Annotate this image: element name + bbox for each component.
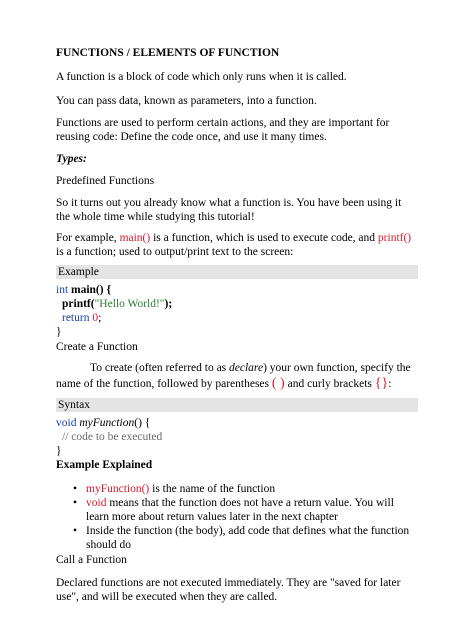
inline-code: void bbox=[86, 497, 107, 509]
text: To create (often referred to as bbox=[90, 362, 230, 374]
text: and curly brackets bbox=[284, 378, 375, 390]
code-text: ; bbox=[98, 312, 102, 324]
syntax-code-block bbox=[56, 416, 418, 458]
code-line bbox=[56, 297, 418, 311]
inline-code-main: main() bbox=[119, 232, 151, 244]
code-text: } bbox=[56, 326, 62, 338]
list-item bbox=[56, 524, 418, 552]
paragraph-purpose: Functions are used to perform certain actions, and they are important for reusing code: Define the code once, and use it many times. bbox=[56, 117, 390, 143]
text: means that the function does not have a return value. You will learn more about return values later in the next chapter bbox=[86, 497, 394, 523]
code-line bbox=[56, 444, 418, 458]
text: For example, bbox=[56, 232, 120, 244]
predefined-heading: Predefined Functions bbox=[56, 175, 155, 187]
code-keyword: return bbox=[62, 312, 90, 324]
code-string: "Hello World!" bbox=[94, 298, 165, 310]
example-label-bar bbox=[56, 265, 418, 279]
paragraph-intro: A function is a block of code which only runs when it is called. bbox=[56, 71, 347, 83]
code-function: myFunction bbox=[79, 417, 135, 429]
paragraph-parameters: You can pass data, known as parameters, into a function. bbox=[56, 95, 317, 107]
types-heading: Types: bbox=[56, 153, 87, 165]
code-text: ); bbox=[164, 298, 173, 310]
inline-code: myFunction() bbox=[86, 483, 150, 495]
create-heading: Create a Function bbox=[56, 341, 138, 353]
code-keyword: int bbox=[56, 284, 69, 296]
curly-brackets-symbol: {} bbox=[374, 376, 389, 391]
text: is a function; used to output/print text to the screen: bbox=[56, 246, 294, 258]
paragraph-already-know: So it turns out you already know what a function is. You have been using it the whole time while studying this tutorial! bbox=[56, 197, 402, 223]
explained-heading: Example Explained bbox=[56, 459, 153, 471]
code-text: () { bbox=[134, 417, 151, 429]
code-text: main() { bbox=[68, 284, 112, 296]
code-text: } bbox=[56, 445, 62, 457]
code-line bbox=[56, 325, 418, 339]
list-item bbox=[56, 496, 418, 524]
paragraph-main-printf bbox=[56, 231, 418, 259]
explained-list bbox=[56, 482, 418, 552]
code-line bbox=[56, 416, 418, 430]
syntax-label-bar bbox=[56, 398, 418, 412]
code-line bbox=[56, 283, 418, 297]
code-number: 0 bbox=[92, 312, 99, 324]
paragraph-declared: Declared functions are not executed immediately. They are "saved for later use", and will be executed when they are called. bbox=[56, 577, 401, 603]
syntax-label: Syntax bbox=[58, 399, 90, 411]
parentheses-symbol: ( ) bbox=[271, 376, 285, 391]
inline-code-printf: printf() bbox=[377, 232, 412, 244]
text: is a function, which is used to execute code, and bbox=[150, 232, 378, 244]
text: ) your own function, specify the name of the function, followed by parentheses bbox=[56, 362, 411, 390]
page-title: FUNCTIONS / ELEMENTS OF FUNCTION bbox=[56, 47, 280, 59]
code-comment: // code to be executed bbox=[62, 431, 163, 443]
code-line bbox=[56, 311, 418, 325]
paragraph-create bbox=[56, 361, 418, 392]
example-code-block bbox=[56, 283, 418, 339]
code-keyword: void bbox=[56, 417, 77, 429]
text: Inside the function (the body), add code that defines what the function should do bbox=[86, 525, 410, 551]
declare-term: declare bbox=[229, 362, 264, 374]
text: : bbox=[388, 378, 392, 390]
list-item bbox=[56, 482, 418, 496]
code-function: printf( bbox=[62, 298, 95, 310]
text: is the name of the function bbox=[149, 483, 276, 495]
call-heading: Call a Function bbox=[56, 554, 127, 566]
example-label: Example bbox=[58, 266, 99, 278]
